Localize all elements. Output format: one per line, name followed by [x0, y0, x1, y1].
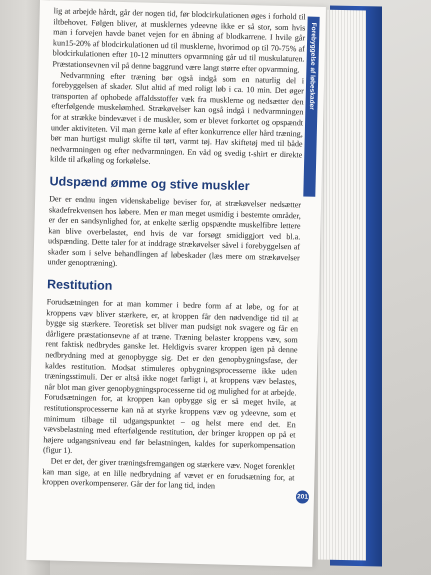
chapter-tab-label: Forebyggelse af løbeskader	[307, 22, 318, 110]
page-stack	[318, 9, 366, 560]
page-text	[42, 6, 306, 494]
paragraph: Det er det, der giver træningsfremgangen og stærkere væv. Noget forenklet kan man sige, at en lille nedbrydning af vævet er en forudsætning for, at kroppen overkompenserer. Går der for lang tid, inden	[42, 456, 295, 491]
chapter-tab	[303, 17, 319, 197]
section-heading: Restitution	[46, 277, 113, 293]
paragraph: Der er endnu ingen videnskabelige beviser for, at strækøvelser nedsætter skadefrekvensen hos løbere. Men er man meget usmidig i bestemte områder, er der en sandsynlighed for, at enkelte særlig opspændte muskelfibre lettere kan blive overbelastet, end hvis de var forsøgt smidiggjort ved bl.a. udspænding. Dette taler for at inddrage strækøvelser såvel i forebyggelsen af skader som i selve behandlingen af løbeskader (læs mere om strækøvelser under genoptræning).	[47, 194, 302, 269]
book-page	[26, 0, 326, 567]
paragraph: Nedvarmning efter træning bør også indgå som en naturlig del i forebyggelsen af skader. Slut altid af med roligt løb i ca. 10 min. Det øger transporten af ophobede affaldsstoffer væk fra musklerne og nedsætter den efterfølgende muskelømhed. Strækøvelser kan også indgå i nedvarmningen for at strække bindevævet i de muskler, som er blevet forkortet og opspændt under aktiviteten. Vil man gerne køle af efter konkurrence eller hård træning, bør man hurtigst muligt skifte til tørt, varmt tøj. Hav skiftetøj med til både nedvarmningen og efter nedvarmningen. En våd og svedig t-shirt er direkte kilde til afkøling og forkølelse.	[50, 70, 305, 167]
section-heading: Udspænd ømme og stive muskler	[49, 174, 250, 194]
paragraph: Forudsætningen for at man kommer i bedre form af at løbe, og for at kroppens væv bliver stærkere, er, at kroppen får den nødvendige tid til at bygge sig stærkere. Teoretisk set bliver man pudsigt nok svagere og får en dårligere præstationsevne af at træne. Træning belaster kroppens væv, som rent faktisk nedbrydes ganske let. Heldigvis svarer kroppen igen på denne nedbrydning med at genopbygge sig. Det er den genopbygningsfase, der kaldes restitution. Modsat stimuleres opbygningsprocesserne ikke uden træningsstimuli. Der er altså ikke noget farligt i, at kroppens væv belastes, når blot man giver genopbygningsprocesserne tid og mulighed for at arbejde. Forudsætningen for, at kroppen kan opbygge sig er så meget hvile, at restitutionsprocesserne kan nå at styrke kroppens væv og ydeevne, som et minimum tilbage til udgangspunktet – og helst mere end det. En vævsbelastning med efterfølgende restitution, der bringer kroppen op på et højere udgangsniveau end før belastningen, kaldes for superkompensation (figur 1).	[42, 297, 299, 456]
page-number: 201	[296, 490, 309, 503]
paragraph: lig at arbejde hårdt, går der nogen tid, før blodcirkulationen øges i forhold til iltbehovet. Følgen bliver, at musklernes ydeevne ikke er så stor, som hvis man i forvejen havde banet vejen for en åbning af blodkarrene. I hvile går kun15-20% af blodcirkulationen ud til musklerne, hvorimod op til 70-75% af blodcirkulationen efter 10-12 minutters opvarmning går ud til muskulaturen. Præstationsevnen vil på denne baggrund være langt større efter opvarmning.	[52, 6, 306, 75]
